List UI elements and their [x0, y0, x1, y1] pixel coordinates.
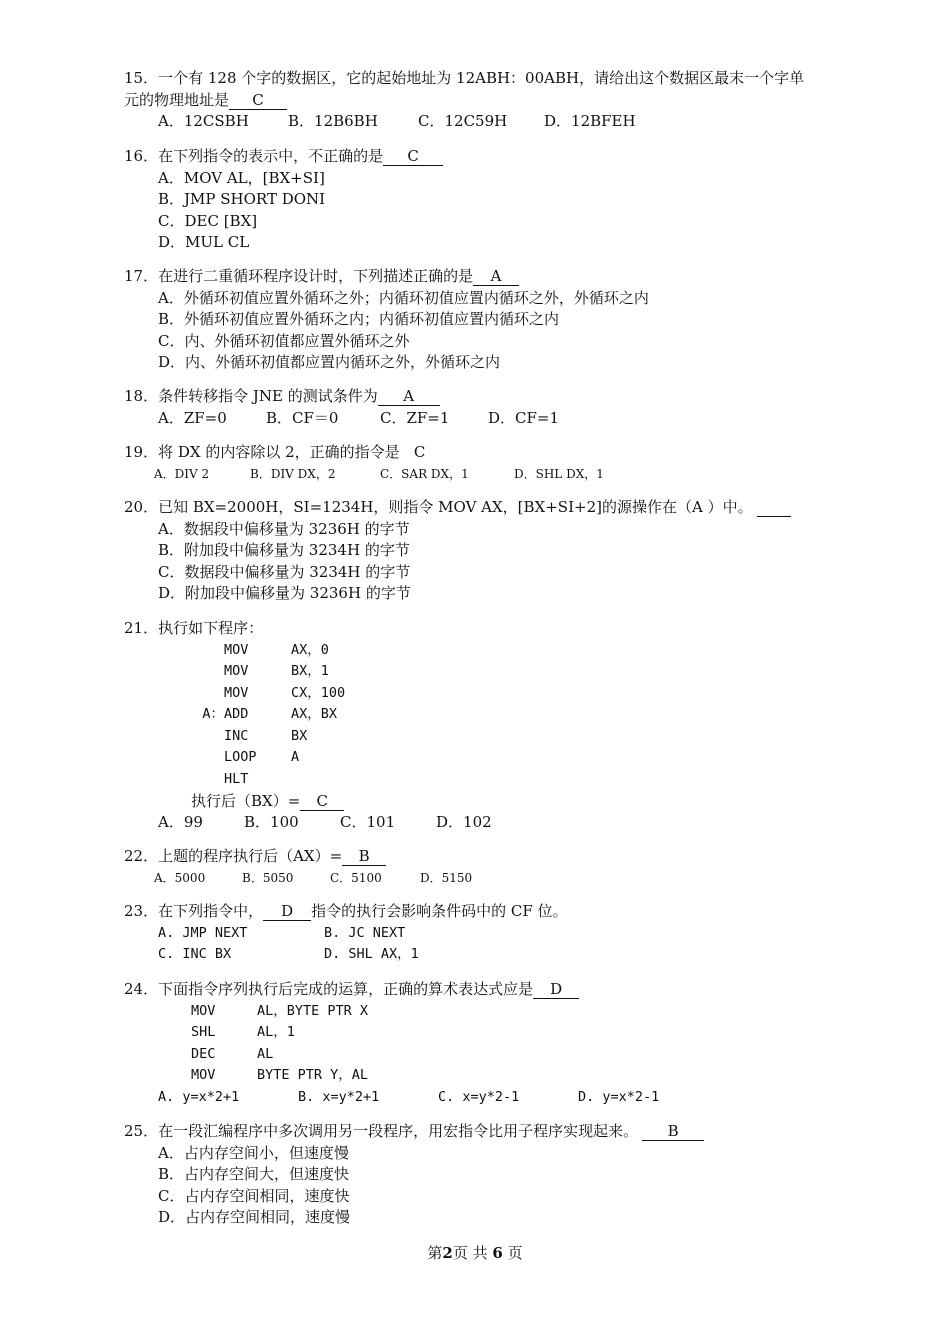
q23-options-row2	[124, 944, 864, 966]
q17-option-a: A．外循环初值应置外循环之外；内循环初值应置内循环之外，外循环之内	[158, 288, 649, 307]
footer-pre: 第	[427, 1244, 443, 1262]
q24-stem: 24．下面指令序列执行后完成的运算，正确的算术表达式应是	[124, 980, 534, 998]
q21-code-arg: BX	[291, 727, 308, 744]
q24-code-line	[124, 1001, 864, 1023]
q20-stem: 20．已知 BX=2000H，SI=1234H，则指令 MOV AX，[BX+SI+2]的源操作在（A ）中。	[124, 498, 753, 516]
q21-code-line	[124, 726, 307, 748]
q19-option-d: D．SHL DX，1	[514, 466, 604, 481]
q21-answer: C	[300, 792, 344, 811]
q24-code-arg: AL	[257, 1045, 274, 1062]
q19-option-b: B．DIV DX，2	[250, 466, 336, 481]
q21-code-line	[124, 769, 291, 791]
q21-option-c: C．101	[340, 813, 396, 831]
q20-answer-blank	[757, 498, 791, 517]
q19-stem-line	[124, 442, 864, 464]
q21-code-line	[124, 661, 329, 683]
q21-code-label: A：	[202, 706, 224, 722]
q21-code-op: HLT	[224, 770, 249, 787]
q21-code-arg: CX，100	[291, 684, 346, 701]
q17-option-d: D．内、外循环初值都应置内循环之外，外循环之内	[158, 353, 501, 371]
q23-stem-post: 指令的执行会影响条件码中的 CF 位。	[311, 902, 568, 920]
q24-code-arg: BYTE PTR Y，AL	[257, 1067, 369, 1083]
q15-stem-line2	[124, 90, 864, 112]
question-16	[124, 146, 864, 254]
q21-code-op: MOV	[224, 684, 249, 701]
q24-code-arg: AL，1	[257, 1024, 295, 1040]
q18-option-a: A．ZF=0	[158, 408, 227, 427]
q23-stem-pre: 23．在下列指令中，	[124, 902, 264, 920]
q19-answer: C	[413, 443, 426, 461]
q20-option-c: C．数据段中偏移量为 3234H 的字节	[158, 562, 411, 581]
q18-answer: A	[378, 387, 440, 406]
q24-options	[124, 1087, 864, 1109]
q25-stem: 25．在一段汇编程序中多次调用另一段程序，用宏指令比用子程序实现起来。	[124, 1122, 639, 1140]
q23-option-b: B. JC NEXT	[324, 924, 406, 941]
q21-option-a: A．99	[158, 813, 203, 831]
q24-option-d: D. y=x*2-1	[578, 1088, 660, 1105]
q23-stem-line	[124, 901, 864, 923]
q24-code-line	[124, 1044, 864, 1066]
q25-answer: B	[642, 1122, 704, 1141]
q22-answer: B	[342, 847, 386, 866]
q21-code-arg: AX，0	[291, 641, 329, 658]
q21-after-line	[124, 791, 864, 813]
q25-option-c: C．占内存空间相同，速度快	[158, 1186, 350, 1205]
q24-option-c: C. x=y*2-1	[438, 1088, 520, 1105]
q15-option-c: C．12C59H	[418, 112, 508, 130]
q19-option-a: A．DIV 2	[154, 466, 210, 481]
q24-code-line	[124, 1022, 864, 1044]
question-20	[124, 497, 864, 605]
q20-option-a: A．数据段中偏移量为 3236H 的字节	[158, 519, 410, 538]
q20-option-b: B．附加段中偏移量为 3234H 的字节	[158, 541, 410, 559]
q16-option-b: B．JMP SHORT DONI	[158, 190, 326, 208]
q21-code-line	[124, 747, 299, 769]
q21-code-arg: BX，1	[291, 663, 329, 679]
q24-stem-line	[124, 979, 864, 1001]
q23-answer: D	[263, 902, 311, 921]
q23-option-a: A. JMP NEXT	[158, 924, 248, 941]
q19-stem: 19．将 DX 的内容除以 2，正确的指令是	[124, 443, 400, 461]
q15-answer: C	[229, 91, 287, 110]
q21-code-line	[124, 683, 345, 705]
q21-code-op: MOV	[224, 663, 249, 679]
q21-option-b: B．100	[244, 813, 299, 831]
question-19	[124, 442, 864, 485]
q19-option-c: C．SAR DX，1	[380, 466, 469, 481]
q16-stem-line	[124, 146, 864, 168]
question-15	[124, 68, 864, 133]
q20-option-d: D．附加段中偏移量为 3236H 的字节	[158, 584, 411, 602]
q15-option-d: D．12BFEH	[544, 112, 636, 130]
q23-option-c: C. INC BX	[158, 946, 232, 962]
q17-stem: 17．在进行二重循环程序设计时，下列描述正确的是	[124, 267, 474, 285]
q21-stem: 21．执行如下程序：	[124, 619, 264, 637]
footer-mid: 页 共	[452, 1244, 493, 1262]
q22-option-c: C．5100	[330, 870, 382, 885]
footer-total-pages: 6	[492, 1244, 503, 1262]
q17-option-c: C．内、外循环初值都应置外循环之外	[158, 331, 410, 350]
q24-option-b: B. x=y*2+1	[298, 1088, 380, 1105]
q16-option-a: A．MOV AL，[BX+SI]	[158, 168, 325, 187]
q21-code-block	[124, 640, 864, 791]
q18-option-d: D．CF=1	[488, 408, 560, 427]
q17-answer: A	[473, 267, 519, 286]
q18-option-b: B．CF＝0	[266, 408, 339, 427]
q17-option-b: B．外循环初值应置外循环之内；内循环初值应置内循环之内	[158, 310, 560, 328]
q15-option-a: A．12CSBH	[158, 112, 249, 130]
q20-stem-line	[124, 497, 864, 519]
q21-code-line	[124, 640, 329, 662]
q23-option-d: D. SHL AX，1	[324, 946, 419, 962]
q18-option-c: C．ZF=1	[380, 408, 450, 427]
q22-options	[124, 868, 864, 890]
q25-stem-line	[124, 1121, 864, 1143]
question-22	[124, 846, 864, 889]
q22-option-a: A．5000	[154, 870, 206, 885]
q24-code-line	[124, 1065, 864, 1087]
q15-stem-text: 元的物理地址是	[124, 90, 230, 109]
q21-code-op: MOV	[224, 641, 249, 658]
q21-options	[124, 812, 864, 834]
footer-page-number: 2	[442, 1244, 453, 1262]
q21-option-d: D．102	[436, 813, 492, 831]
q21-code-line	[124, 704, 337, 726]
q21-code-op: ADD	[224, 706, 249, 722]
footer-post: 页	[502, 1244, 523, 1262]
question-24	[124, 979, 864, 1108]
q24-answer: D	[533, 980, 579, 999]
q21-code-op: LOOP	[224, 749, 257, 765]
q22-option-b: B．5050	[242, 870, 294, 885]
q15-options	[124, 111, 864, 133]
q16-option-c: C．DEC [BX]	[158, 211, 258, 230]
q16-stem: 16．在下列指令的表示中，不正确的是	[124, 147, 384, 165]
q24-code-op: SHL	[191, 1024, 216, 1040]
q24-option-a: A. y=x*2+1	[158, 1088, 240, 1105]
q22-stem: 22．上题的程序执行后（AX）=	[124, 847, 343, 865]
q25-option-a: A．占内存空间小，但速度慢	[158, 1143, 349, 1162]
q17-stem-line	[124, 266, 864, 288]
q21-code-arg: AX，BX	[291, 706, 338, 722]
q21-code-op: INC	[224, 727, 249, 744]
question-25	[124, 1121, 864, 1229]
q15-option-b: B．12B6BH	[288, 112, 378, 130]
q24-code-op: DEC	[191, 1045, 216, 1062]
q24-code-arg: AL，BYTE PTR X	[257, 1002, 369, 1019]
q18-options	[124, 408, 864, 430]
q16-option-d: D．MUL CL	[158, 233, 250, 251]
q16-answer: C	[383, 147, 443, 166]
q22-option-d: D．5150	[420, 870, 473, 885]
q25-option-d: D．占内存空间相同，速度慢	[158, 1208, 351, 1226]
q22-stem-line	[124, 846, 864, 868]
question-17	[124, 266, 864, 374]
page-footer	[0, 1242, 950, 1263]
q18-stem: 18．条件转移指令 JNE 的测试条件为	[124, 387, 378, 405]
q18-stem-line	[124, 386, 864, 408]
q23-options-row1	[124, 923, 864, 945]
q24-code-op: MOV	[191, 1002, 216, 1019]
question-18	[124, 386, 864, 429]
q21-code-arg: A	[291, 749, 300, 765]
question-23	[124, 901, 864, 966]
q24-code-op: MOV	[191, 1067, 216, 1083]
q19-options	[124, 464, 864, 486]
q21-after: 执行后（BX）=	[191, 791, 301, 810]
q15-stem-line1: 15．一个有 128 个字的数据区，它的起始地址为 12ABH：00ABH，请给出这个数据区最末一个字单	[124, 69, 805, 87]
q25-option-b: B．占内存空间大，但速度快	[158, 1165, 350, 1183]
question-21	[124, 618, 864, 834]
